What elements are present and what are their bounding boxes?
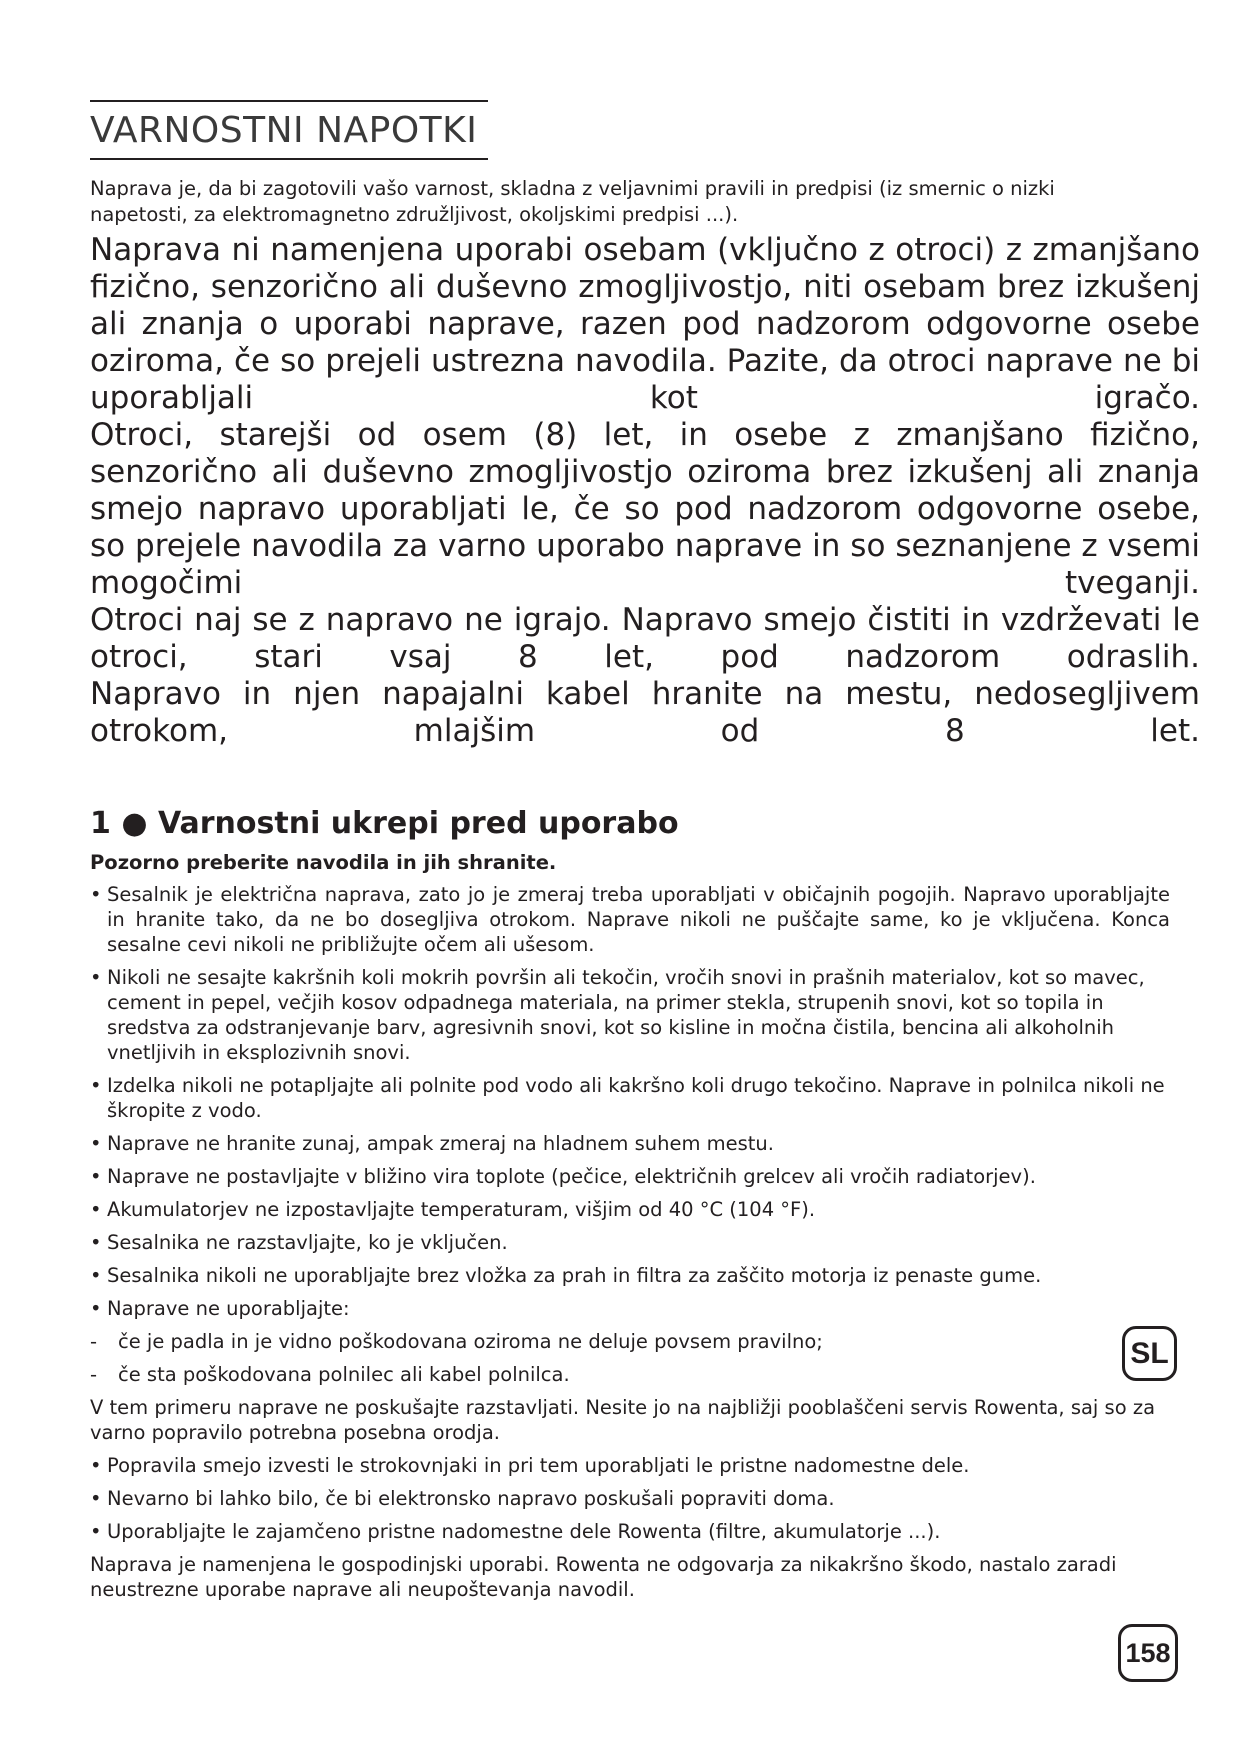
repair-paragraph: V tem primeru naprave ne poskušajte razstavljati. Nesite jo na najbližji pooblaščeni servis Rowenta, saj so za varno popravilo potrebna posebna orodja. [90,1396,1156,1444]
list-item: • Uporabljajte le zajamčeno pristne nadomestne dele Rowenta (filtre, akumulatorje ...). [90,1520,941,1543]
title-rule-bottom [90,158,488,160]
bullet-icon: • [90,883,102,906]
final-paragraph: Naprava je namenjena le gospodinjski uporabi. Rowenta ne odgovarja za nikakršno škodo, nastalo zaradi neustrezne uporabe naprave ali neupoštevanja navodil. [90,1553,1117,1601]
list-item: • Popravila smejo izvesti le strokovnjaki in pri tem uporabljati le pristne nadomestne dele. [90,1454,970,1477]
bullet-icon: • [90,1520,102,1543]
list-item: • Sesalnika ne razstavljajte, ko je vključen. [90,1231,508,1254]
bullet-icon: • [90,1165,102,1188]
bullet-icon: • [90,1198,102,1221]
list-item: • Nevarno bi lahko bilo, če bi elektronsko napravo poskušali popraviti doma. [90,1487,835,1510]
title-rule-top [90,100,488,102]
bullet-icon: • [90,966,102,989]
bullet-icon: • [90,1074,102,1097]
intro-compliance-text: Naprava je, da bi zagotovili vašo varnost, skladna z veljavnimi pravili in predpisi (iz smernic o nizki napetosti, za elektromagnetno združljivost, okoljskimi predpisi ...). [90,177,1055,226]
bullet-icon: • [90,1297,102,1320]
list-item: • Sesalnik je električna naprava, zato jo je zmeraj treba uporabljati v običajnih pogojih. Napravo uporabljajte in hranite tako, da ne bo dosegljiva otrokom. Naprave nikoli ne puščajte same, ko je vključena. Konca sesalne cevi nikoli ne približujte očem ali ušesom. [90,883,1170,956]
section-body [90,882,1170,1610]
title-block [90,100,488,160]
intro-warning-2: Otroci, starejši od osem (8) let, in osebe z zmanjšano fizično, senzorično ali duševno zmogljivostjo oziroma brez izkušenj ali znanja smejo napravo uporabljati le, če so pod nadzorom odgovorne osebe, so prejele navodila za varno uporabo naprave in so seznanjene z vsemi mogočimi tveganji. [90,417,1200,601]
list-item: • Sesalnika nikoli ne uporabljajte brez vložka za prah in filtra za zaščito motorja iz penaste gume. [90,1264,1042,1287]
bullet-icon: • [90,1132,102,1155]
bullet-icon: • [90,1454,102,1477]
language-badge: SL [1122,1326,1177,1381]
dash-item: - če je padla in je vidno poškodovana oziroma ne deluje povsem pravilno; [90,1330,823,1353]
intro-warning-4: Napravo in njen napajalni kabel hranite na mestu, nedosegljivem otrokom, mlajšim od 8 let. [90,676,1200,749]
list-item: • Akumulatorjev ne izpostavljajte temperaturam, višjim od 40 °C (104 °F). [90,1198,816,1221]
intro-warnings [90,232,1200,750]
list-item: • Naprave ne hranite zunaj, ampak zmeraj na hladnem suhem mestu. [90,1132,774,1155]
bullet-icon: • [90,1264,102,1287]
intro-warning-1: Naprava ni namenjena uporabi osebam (vključno z otroci) z zmanjšano fizično, senzorično ali duševno zmogljivostjo, niti osebam brez izkušenj ali znanja o uporabi naprave, razen pod nadzorom odgovorne osebe oziroma, če so prejeli ustrezna navodila. Pazite, da otroci naprave ne bi uporabljali kot igračo. [90,232,1200,416]
list-item: • Nikoli ne sesajte kakršnih koli mokrih površin ali tekočin, vročih snovi in prašnih materialov, kot so mavec, cement in pepel, večjih kosov odpadnega materiala, na primer stekla, strupenih snovi, kot so topila in sredstva za odstranjevanje barv, agresivnih snovi, kot so kisline in močna čistila, bencina ali alkoholnih vnetljivih in eksplozivnih snovi. [90,966,1145,1064]
intro-warning-3: Otroci naj se z napravo ne igrajo. Napravo smejo čistiti in vzdrževati le otroci, stari vsaj 8 let, pod nadzorom odraslih. [90,602,1200,675]
bullet-icon: • [90,1487,102,1510]
list-item: • Naprave ne uporabljajte: [90,1297,350,1320]
list-item: • Izdelka nikoli ne potapljajte ali polnite pod vodo ali kakršno koli drugo tekočino. Naprave in polnilca nikoli ne škropite z vodo. [90,1074,1165,1122]
dash-icon: - [90,1363,98,1386]
page-number-badge: 158 [1118,1624,1178,1682]
section-subtitle: Pozorno preberite navodila in jih shranite. [90,851,557,874]
list-item: • Naprave ne postavljajte v bližino vira toplote (pečice, električnih grelcev ali vročih radiatorjev). [90,1165,1036,1188]
section-title: 1 ● Varnostni ukrepi pred uporabo [90,806,679,841]
bullet-icon: • [90,1231,102,1254]
dash-item: - če sta poškodovana polnilec ali kabel polnilca. [90,1363,570,1386]
page-title: VARNOSTNI NAPOTKI [90,110,478,151]
dash-icon: - [90,1330,98,1353]
